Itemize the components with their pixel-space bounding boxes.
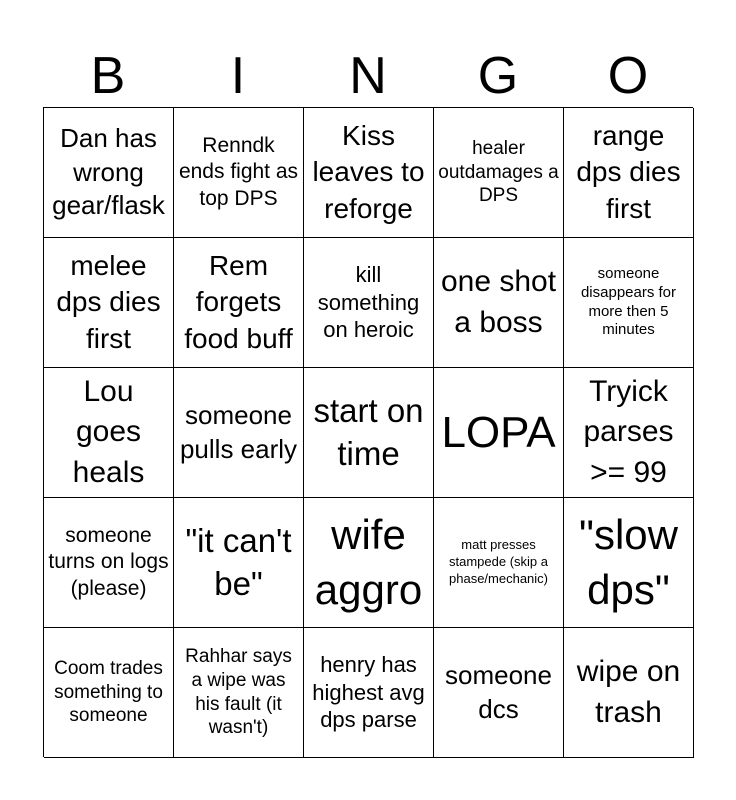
bingo-cell[interactable] [304, 108, 434, 238]
cell-text: Coom trades something to someone [54, 657, 163, 727]
cell-text: LOPA [441, 407, 556, 457]
cell-text: Renndk ends fight as top DPS [178, 134, 299, 210]
bingo-cell[interactable] [434, 368, 564, 498]
bingo-cell[interactable] [174, 238, 304, 368]
bingo-cell[interactable] [434, 498, 564, 628]
cell-text: kill something on heroic [317, 262, 420, 343]
bingo-grid [43, 107, 693, 757]
cell-text: "slow dps" [579, 510, 678, 613]
bingo-cell[interactable] [304, 238, 434, 368]
bingo-cell[interactable] [304, 498, 434, 628]
header-letter-o: O [607, 47, 649, 105]
cell-text: "it can't be" [185, 521, 292, 602]
bingo-cell[interactable] [434, 238, 564, 368]
cell-text: someone pulls early [179, 399, 298, 464]
cell-text: Kiss leaves to reforge [312, 119, 425, 224]
cell-text: range dps dies first [576, 119, 681, 224]
bingo-cell[interactable] [434, 108, 564, 238]
bingo-cell[interactable] [564, 368, 694, 498]
cell-text: melee dps dies first [56, 249, 161, 354]
header-letter-i: I [230, 47, 246, 105]
header-letter-n: N [349, 47, 387, 105]
cell-text: henry has highest avg dps parse [312, 652, 425, 733]
bingo-cell[interactable] [564, 628, 694, 758]
header-letter-g: G [477, 47, 519, 105]
bingo-cell[interactable] [304, 628, 434, 758]
cell-text: Tryick parses >= 99 [583, 374, 674, 489]
cell-text: matt presses stampede (skip a phase/mechanic) [449, 537, 548, 586]
cell-text: Rahhar says a wipe was his fault (it wasn't) [185, 646, 292, 739]
cell-text: Rem forgets food buff [184, 249, 293, 354]
cell-text: Dan has wrong gear/flask [52, 122, 165, 221]
bingo-cell[interactable] [44, 498, 174, 628]
cell-text: start on time [313, 391, 424, 472]
bingo-cell[interactable] [304, 368, 434, 498]
cell-text: Lou goes heals [72, 374, 145, 489]
cell-text: healer outdamages a DPS [438, 137, 559, 207]
bingo-cell[interactable] [174, 498, 304, 628]
bingo-cell[interactable] [174, 368, 304, 498]
bingo-cell[interactable] [44, 628, 174, 758]
cell-text: one shot a boss [440, 265, 557, 339]
bingo-cell[interactable] [44, 368, 174, 498]
bingo-cell[interactable] [564, 108, 694, 238]
bingo-cell[interactable] [174, 108, 304, 238]
bingo-cell[interactable] [434, 628, 564, 758]
bingo-cell[interactable] [564, 238, 694, 368]
bingo-header [43, 44, 693, 108]
cell-text: someone turns on logs (please) [48, 524, 169, 600]
cell-text: someone disappears for more then 5 minutes [580, 265, 677, 339]
cell-text: wipe on trash [576, 655, 681, 729]
bingo-cell[interactable] [44, 108, 174, 238]
bingo-cell[interactable] [564, 498, 694, 628]
bingo-cell[interactable] [174, 628, 304, 758]
cell-text: wife aggro [314, 510, 423, 613]
header-letter-b: B [90, 47, 126, 105]
bingo-cell[interactable] [44, 238, 174, 368]
cell-text: someone dcs [445, 659, 552, 724]
